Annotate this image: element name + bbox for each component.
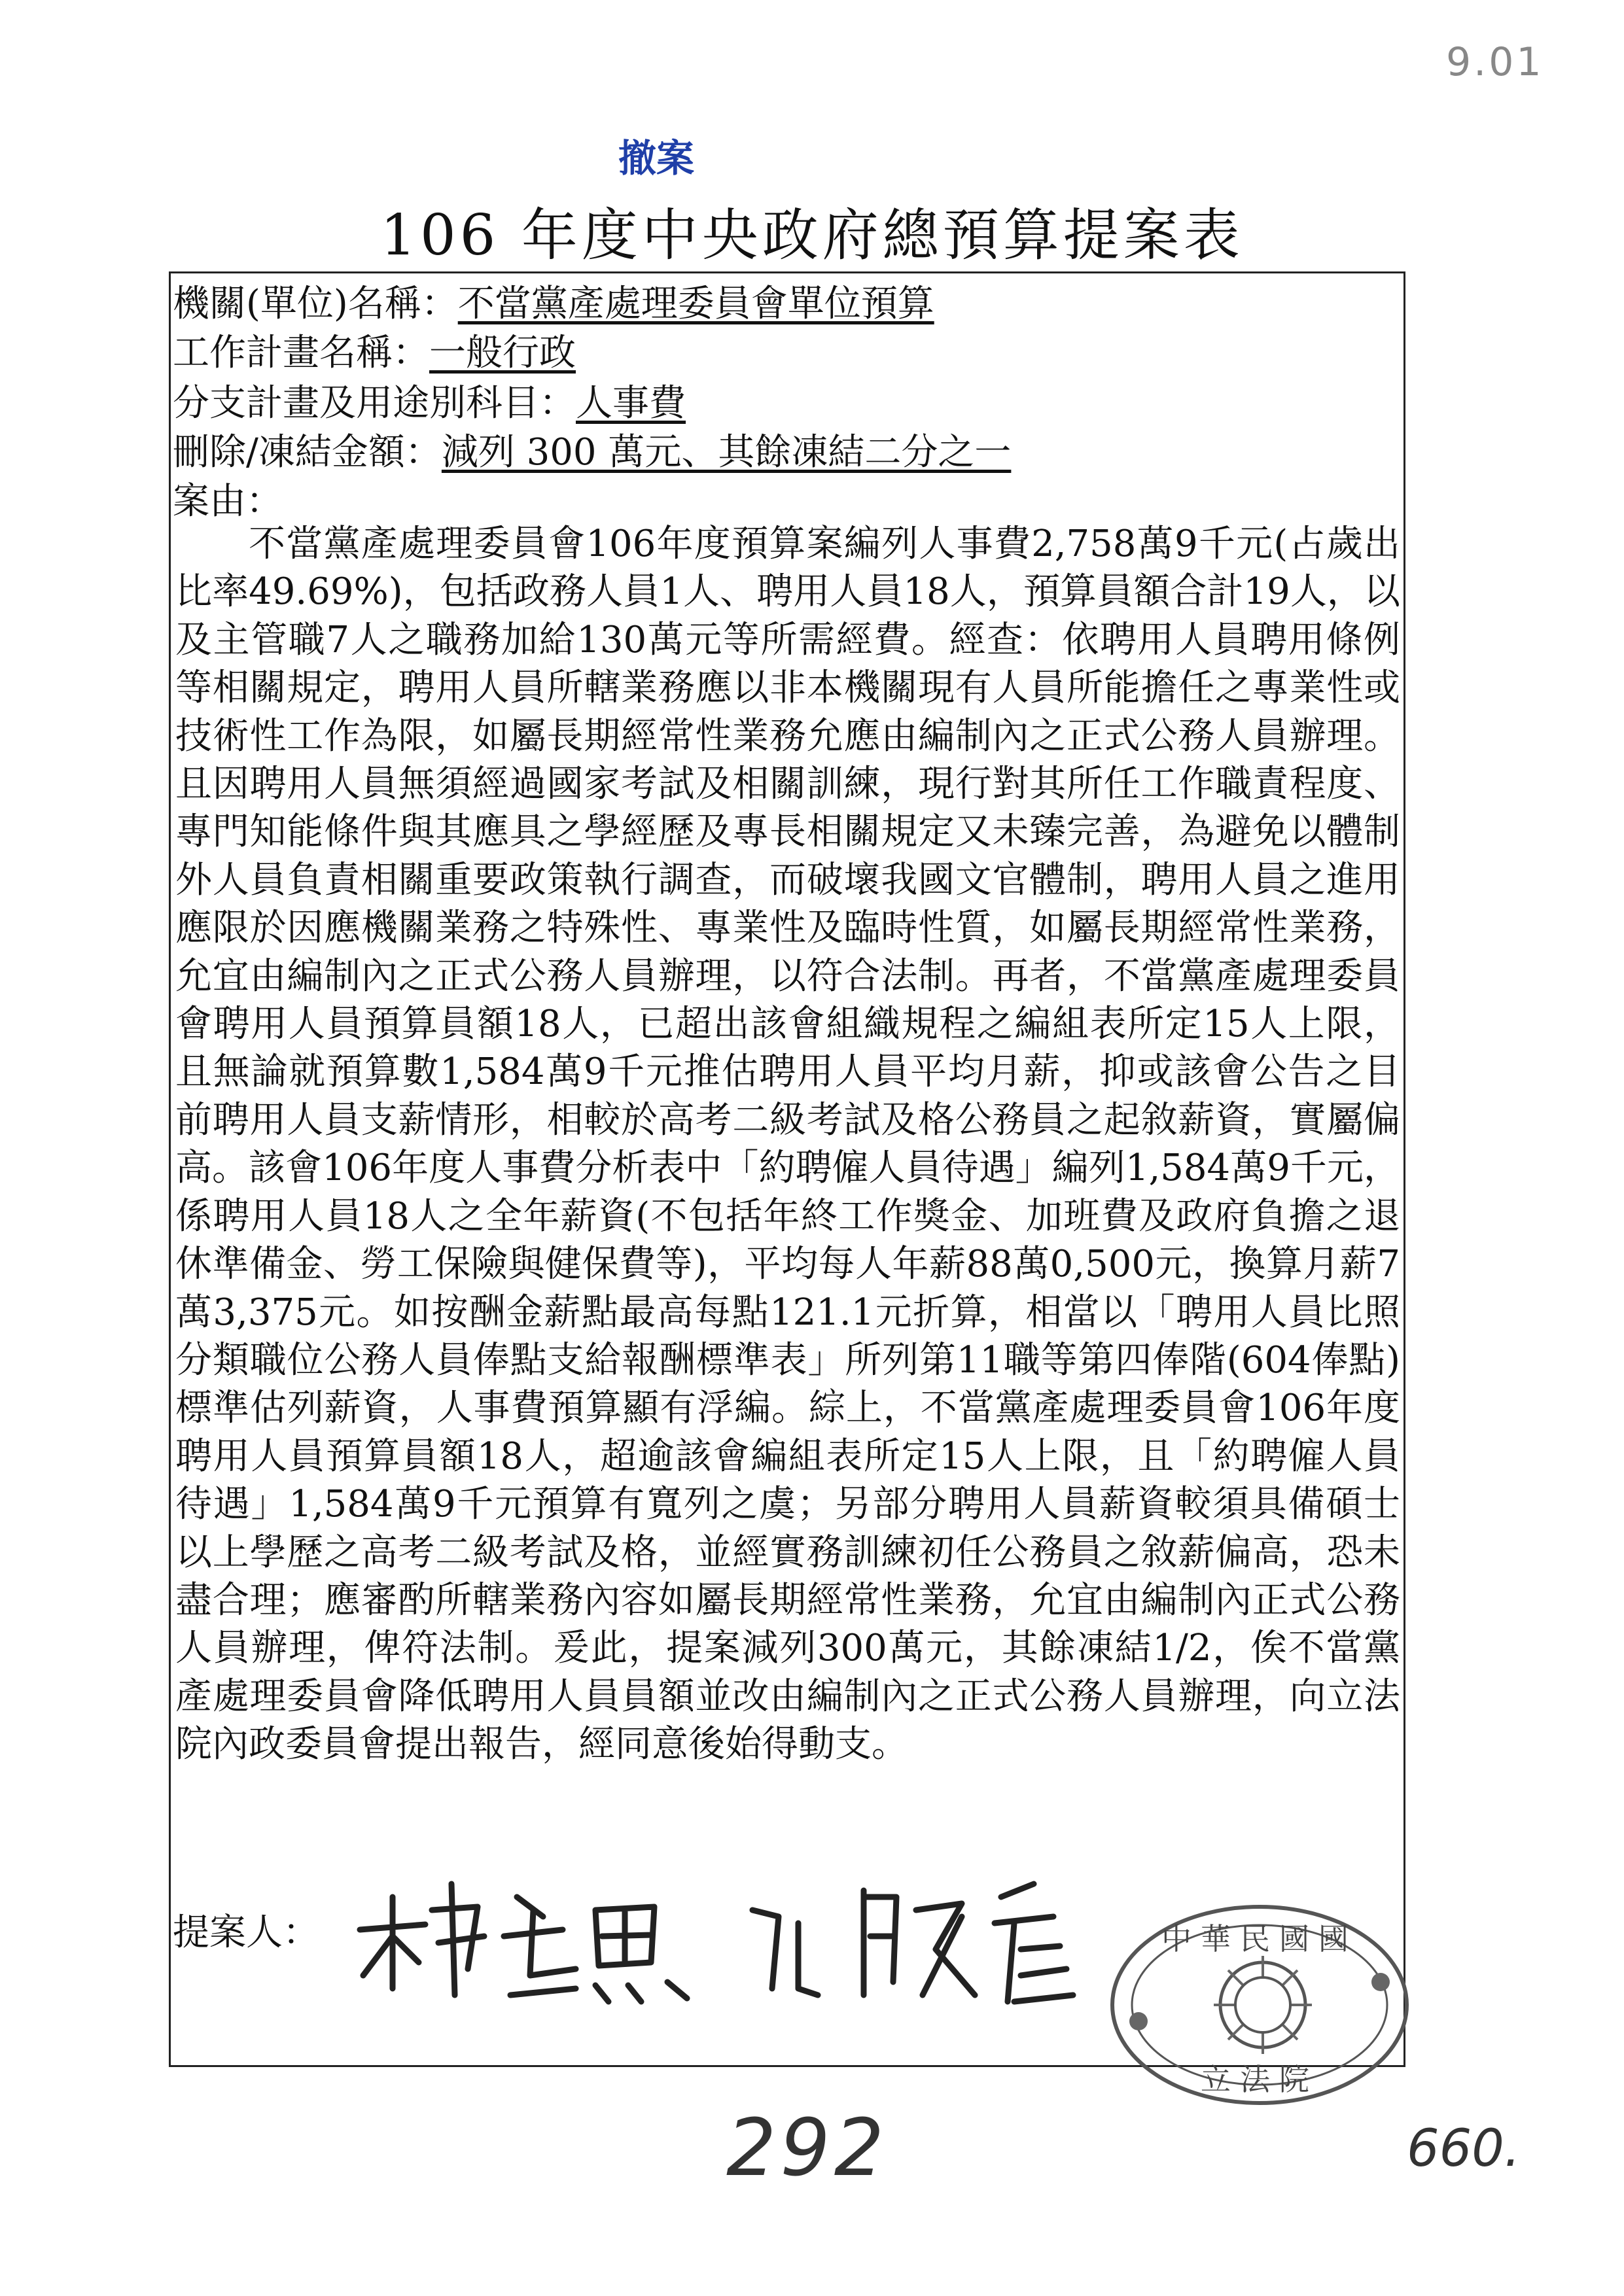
amount-value: 減列 300 萬元、其餘凍結二分之一 <box>441 431 1012 474</box>
seal-bottom-text: 立法院 <box>1201 2062 1318 2097</box>
reason-paragraph: 不當黨產處理委員會106年度預算案編列人事費2,758萬9千元(占歲出比率49.69%)，包括政務人員1人、聘用人員18人，預算員額合計19人，以及主管職7人之職務加給130萬元等所需經費。經查：依聘用人員聘用條例等相關規定，聘用人員所轄業務應以非本機關現有人員所能擔任之專業性或技術性工作為限，如屬長期經常性業務允應由編制內之正式公務人員辦理。且因聘用人員無須經過國家考試及相關訓練，現行對其所任工作職責程度、專門知能條件與其應具之學經歷及專長相關規定又未臻完善，為避免以體制外人員負責相關重要政策執行調查，而破壞我國文官體制，聘用人員之進用應限於因應機關業務之特殊性、專業性及臨時性質，如屬長期經常性業務，允宜由編制內之正式公務人員辦理，以符合法制。再者，不當黨產處理委員會聘用人員預算員額18人，已超出該會組織規程之編組表所定15人上限，且無論就預算數1,584萬9千元推估聘用人員平均月薪，抑或該會公告之目前聘用人員支薪情形，相較於高考二級考試及格公務員之起敘薪資，實屬偏高。該會106年度人事費分析表中「約聘僱人員待遇」編列1,584萬9千元，係聘用人員18人之全年薪資(不包括年終工作獎金、加班費及政府負擔之退休準備金、勞工保險與健保費等)，平均每人年薪88萬0,500元，換算月薪7萬3,375元。如按酬金薪點最高每點121.1元折算，相當以「聘用人員比照分類職位公務人員俸點支給報酬標準表」所列第11職等第四俸階(604俸點)標準估列薪資，人事費預算顯有浮編。綜上，不當黨產處理委員會106年度聘用人員預算員額18人，超逾該會編組表所定15人上限，且「約聘僱人員待遇」1,584萬9千元預算有寬列之虞；另部分聘用人員薪資較須具備碩士以上學歷之高考二級考試及格，並經實務訓練初任公務員之敘薪偏高，恐未盡合理；應審酌所轄業務內容如屬長期經常性業務，允宜由編制內正式公務人員辦理，俾符法制。爰此，提案減列300萬元，其餘凍結1/2，俟不當黨產處理委員會降低聘用人員員額並改由編制內之正式公務人員辦理，向立法院內政委員會提出報告，經同意後始得動支。 <box>175 523 1400 1766</box>
proposer-label: 提案人： <box>173 1911 319 1954</box>
program-row <box>173 324 576 376</box>
agency-label: 機關(單位)名稱： <box>173 283 458 325</box>
signature-image <box>347 1871 1093 2015</box>
legislature-seal <box>1106 1897 1413 2113</box>
subprogram-value: 人事費 <box>576 382 686 425</box>
agency-value: 不當黨產處理委員會單位預算 <box>457 283 934 325</box>
page-number: 292 <box>726 2103 889 2194</box>
handwritten-number: 660. <box>1407 2119 1521 2178</box>
subprogram-label: 分支計畫及用途別科目： <box>173 382 576 425</box>
program-value: 一般行政 <box>429 332 576 374</box>
reason-body <box>175 520 1400 1769</box>
withdrawn-stamp: 撤案 <box>618 136 695 181</box>
subprogram-row <box>173 374 686 426</box>
program-label: 工作計畫名稱： <box>173 332 429 374</box>
reason-label: 案由： <box>173 480 283 523</box>
corner-mark: 9.01 <box>1446 39 1544 85</box>
amount-row <box>173 423 1011 476</box>
agency-row <box>173 275 934 327</box>
page-title: 106 年度中央政府總預算提案表 <box>380 203 1244 268</box>
seal-top-text: 中華民國國 <box>1161 1921 1358 1957</box>
amount-label: 刪除/凍結金額： <box>173 431 442 474</box>
